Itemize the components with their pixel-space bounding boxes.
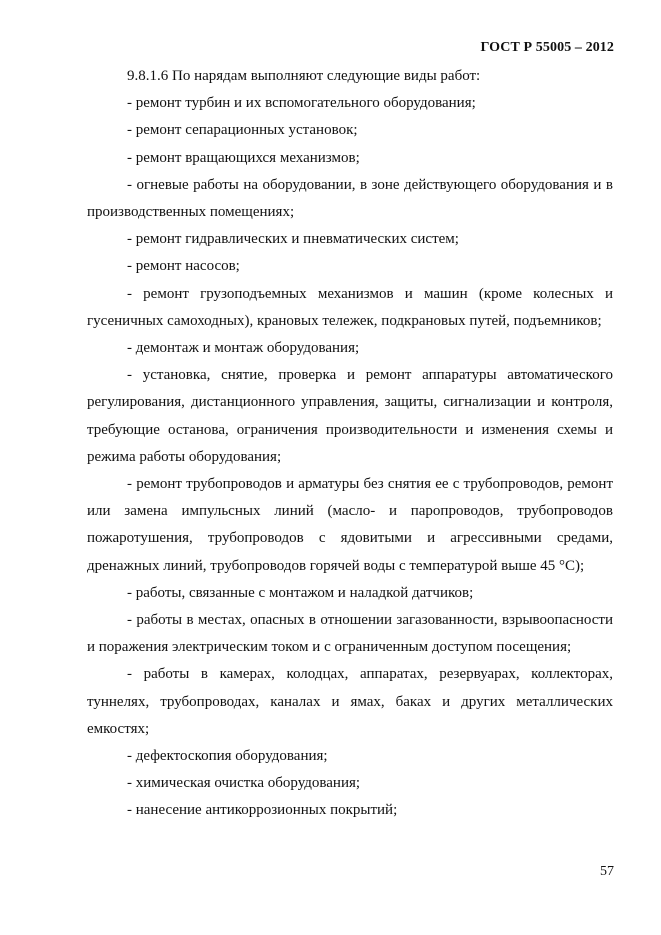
list-item: - нанесение антикоррозионных покрытий;: [127, 802, 398, 819]
list-item: - ремонт турбин и их вспомогательного оборудования;: [127, 95, 476, 112]
document-body: [87, 63, 613, 825]
list-item: - ремонт грузоподъемных механизмов и машин (кроме колесных и гусеничных самоходных), крановых тележек, подкрановых путей, подъемников;: [87, 285, 613, 329]
list-item: - огневые работы на оборудовании, в зоне действующего оборудования и в производственных помещениях;: [87, 176, 613, 221]
list-item: - дефектоскопия оборудования;: [127, 748, 328, 765]
paragraph-section-title: 9.8.1.6 По нарядам выполняют следующие виды работ:: [127, 68, 481, 84]
list-item: - ремонт трубопроводов и арматуры без снятия ее с трубопроводов, ремонт или замена импульсных линий (масло- и паропроводов, трубопроводов пожаротушения, трубопроводов с ядовитыми и агрессивными средами, дренажных линий, трубопроводов горячей воды с температурой выше 45 °С);: [87, 476, 613, 574]
list-item: - химическая очистка оборудования;: [127, 775, 361, 792]
list-item: - ремонт вращающихся механизмов;: [127, 149, 360, 166]
list-item: - установка, снятие, проверка и ремонт аппаратуры автоматического регулирования, дистанционного управления, защиты, сигнализации и контроля, требующие останова, ограничения производительности и изменения схемы и режима работы оборудования;: [87, 367, 613, 465]
list-item: - работы в местах, опасных в отношении загазованности, взрывоопасности и поражения электрическим током и с ограниченным доступом посещения;: [87, 612, 613, 656]
list-item: - работы, связанные с монтажом и наладкой датчиков;: [127, 584, 474, 601]
list-item: - демонтаж и монтаж оборудования;: [127, 340, 360, 357]
list-item: - ремонт гидравлических и пневматических систем;: [127, 231, 459, 248]
list-item: - ремонт насосов;: [127, 258, 240, 275]
page-number: 57: [600, 864, 614, 879]
document-header: ГОСТ Р 55005 – 2012: [480, 40, 614, 55]
list-item: - ремонт сепарационных установок;: [127, 122, 358, 139]
list-item: - работы в камерах, колодцах, аппаратах, резервуарах, коллекторах, туннелях, трубопроводах, каналах и ямах, баках и других металлических емкостях;: [87, 666, 613, 737]
